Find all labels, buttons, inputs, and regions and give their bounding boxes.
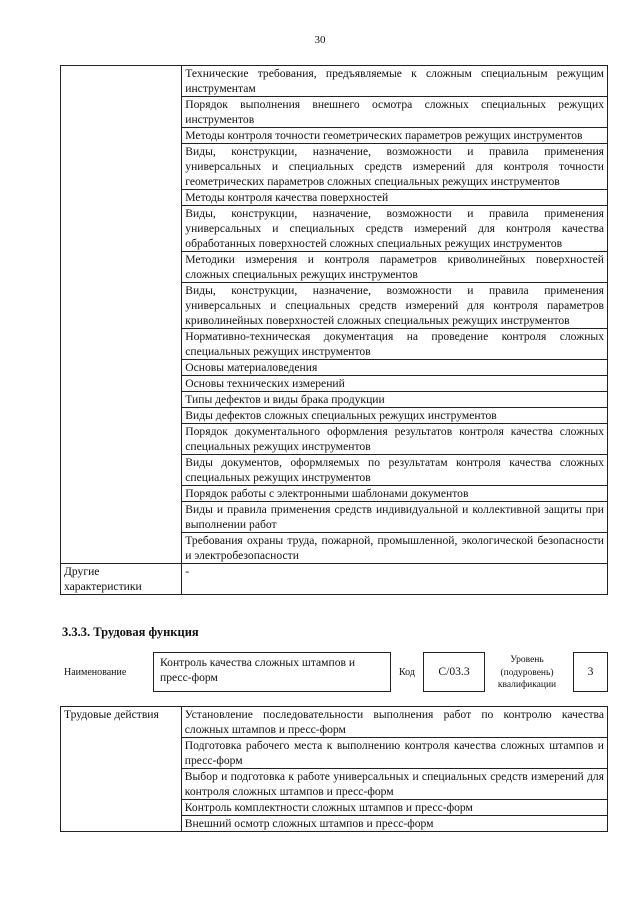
name-label: Наименование [64,667,127,678]
table-row [61,707,608,738]
table-cell: Виды и правила применения средств индивидуальной и коллективной защиты при выполнении работ [182,502,608,533]
table-row [61,564,608,595]
table-cell: Порядок работы с электронными шаблонами документов [182,486,608,502]
function-code-box: С/03.3 [423,652,485,692]
table-cell: Технические требования, предъявляемые к сложным специальным режущим инструментам [182,66,608,97]
table-cell: Методы контроля качества поверхностей [182,190,608,206]
table-cell: Требования охраны труда, пожарной, промышленной, экологической безопасности и электробезопасности [182,533,608,564]
table-row [61,66,608,97]
section-title: 3.3.3. Трудовая функция [62,625,199,639]
table-cell: Методики измерения и контроля параметров криволинейных поверхностей сложных специальных режущих инструментов [182,252,608,283]
table-cell: Виды документов, оформляемых по результатам контроля качества сложных специальных режущих инструментов [182,455,608,486]
table-cell: Виды дефектов сложных специальных режущих инструментов [182,408,608,424]
table-cell: Внешний осмотр сложных штампов и пресс-форм [181,816,607,832]
table-cell: Порядок документального оформления результатов контроля качества сложных специальных режущих инструментов [182,424,608,455]
table-cell: Нормативно-техническая документация на проведение контроля сложных специальных режущих инструментов [182,329,608,360]
page-number: 30 [314,34,326,46]
other-characteristics-value: - [182,564,608,595]
level-label: Уровень (подуровень) квалификации [497,655,557,690]
table-cell: Виды, конструкции, назначение, возможности и правила применения универсальных и специальных средств измерений для контроля качества обработанных поверхностей сложных специальных режущих инструментов [182,206,608,252]
knowledge-table [60,65,608,595]
function-name-box: Контроль качества сложных штампов и пресс-форм [153,652,391,692]
table-cell: Выбор и подготовка к работе универсальных и специальных средств измерений для контроля сложных штампов и пресс-форм [181,769,607,800]
labor-actions-label: Трудовые действия [61,707,182,832]
table-cell: Типы дефектов и виды брака продукции [182,392,608,408]
table-cell: Основы материаловедения [182,360,608,376]
table-cell: Установление последовательности выполнения работ по контролю качества сложных штампов и пресс-форм [181,707,607,738]
table-cell: Виды, конструкции, назначение, возможности и правила применения универсальных и специальных средств измерений для контроля точности геометрических параметров сложных специальных режущих инструментов [182,144,608,190]
table-cell: Контроль комплектности сложных штампов и пресс-форм [181,800,607,816]
table-cell: Подготовка рабочего места к выполнению контроля качества сложных штампов и пресс-форм [181,738,607,769]
table-cell: Методы контроля точности геометрических параметров режущих инструментов [182,128,608,144]
level-value-box: 3 [573,652,608,692]
table-cell: Порядок выполнения внешнего осмотра сложных специальных режущих инструментов [182,97,608,128]
table-cell: Виды, конструкции, назначение, возможности и правила применения универсальных и специальных средств измерений для контроля параметров криволинейных поверхностей сложных специальных режущих инструментов [182,283,608,329]
labor-actions-table [60,706,608,832]
table-cell: Основы технических измерений [182,376,608,392]
other-characteristics-label: Другие характеристики [61,564,182,595]
code-label: Код [399,667,415,678]
label-cell [61,66,182,564]
